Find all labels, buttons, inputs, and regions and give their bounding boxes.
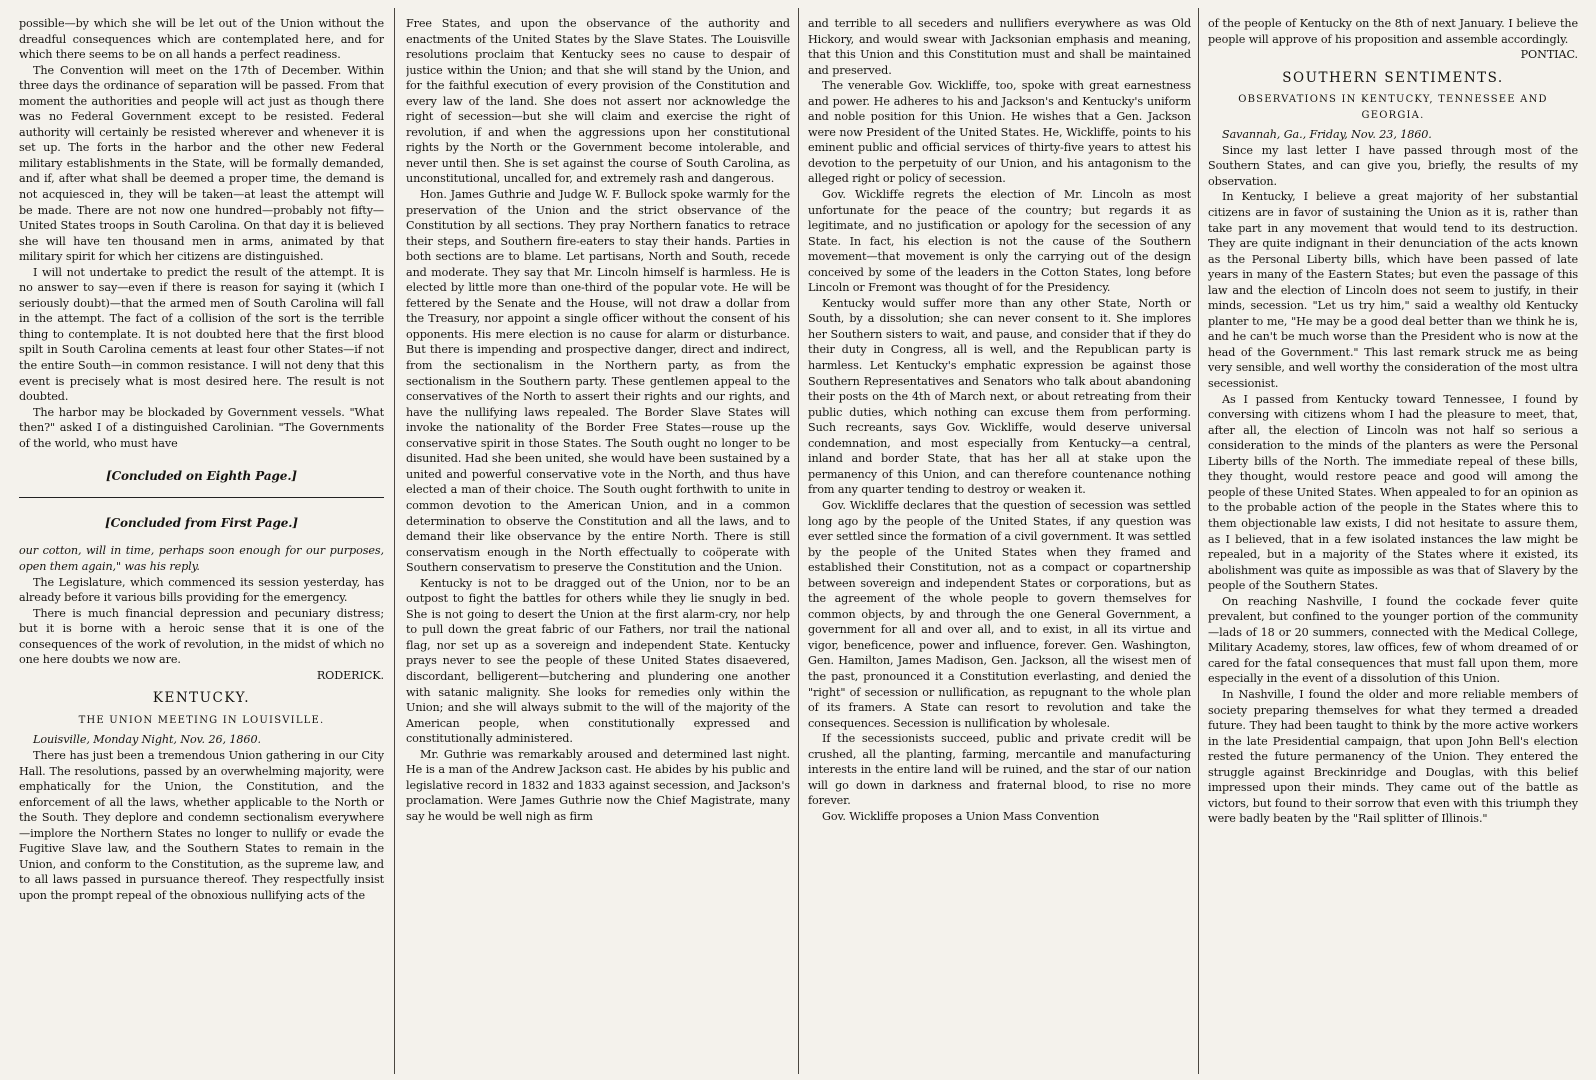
paragraph: Kentucky is not to be dragged out of the Union, nor to be an outpost to fight the battles for others while they lie snugly in bed. She is not going to desert the Union at the first alarm-cry, nor help to pull down the great fabric of our Fathers, nor trail the national flag, nor set up as a sovereign and independent State. Kentucky prays never to see the people of these United States disaevered, discordant, belligerent—butchering and plundering one another with satanic malignity. She looks for remedies only within the Union; and she will always submit to the will of the majority of the American people, when constitutionally expressed and constitutionally administered. <box>406 576 790 746</box>
dateline: Savannah, Ga., Friday, Nov. 23, 1860. <box>1222 128 1432 142</box>
paragraph: Since my last letter I have passed through most of the Southern States, and can give you, briefly, the results of my observation. <box>1208 143 1578 188</box>
paragraph: Hon. James Guthrie and Judge W. F. Bullock spoke warmly for the preservation of the Union and the strict observance of the Constitution by all sections. They pray Northern fanatics to retrace their steps, and Southern fire-eaters to stay their hands. Parties in both sections are to blame. Let partisans, North and South, recede and moderate. They say that Mr. Lincoln himself is harmless. He is elected by little more than one-third of the popular vote. He will be fettered by the Senate and the House, will not draw a dollar from the Treasury, nor appoint a single officer without the consent of his opponents. His mere election is no cause for alarm or disturbance. But there is impending and prospective danger, direct and indirect, from the sectionalism in the Northern party, as from the sectionalism in the Southern party. These gentlemen appeal to the conservatives of the North to assert their rights and our rights, and have the nullifying laws repealed. The Border Slave States will invoke the nationality of the Border Free States—rouse up the conservative spirit in those States. The South ought no longer to be disunited. Had she been united, she would have been sustained by a united and powerful conservative vote in the North, and thus have elected a man of their choice. The South ought forthwith to unite in common devotion to the American Union, and in a common determination to observe the Constitution and all the laws, and to demand their like observance by the entire North. There is still conservatism enough in the North effectually to coöperate with Southern conservatism to preserve the Constitution and the Union. <box>406 188 790 575</box>
column-2 <box>406 16 790 1072</box>
paragraph: The Convention will meet on the 17th of December. Within three days the ordinance of separation will be passed. From that moment the authorities and people will act just as though there was no Federal Government except to be resisted. Federal authority will certainly be resisted wherever and whenever it is set up. The forts in the harbor and the other new Federal military establishments in the State, will be formally demanded, and if, after what shall be deemed a proper time, the demand is not acquiesced in, they will be taken—at least the attempt will be made. There are not now one hundred—probably not fifty—United States troops in South Carolina. On that day it is believed she will have ten thousand men in arms, animated by that military spirit for which her citizens are distinguished. <box>19 63 384 264</box>
paragraph: Kentucky would suffer more than any other State, North or South, by a dissolution; she can never consent to it. She implores her Southern sisters to wait, and pause, and consider that if they do their duty in Congress, all is well, and the Republican party is harmless. Let Kentucky's emphatic expression be against those Southern Representatives and Senators who talk about abandoning their posts on the 4th of March next, or about retreating from their public duties, which nothing can excuse them from performing. Such recreants, says Gov. Wickliffe, would deserve universal condemnation, and most especially from Kentucky—a central, inland and border State, that has her all at stake upon the permanency of this Union, and can therefore countenance nothing from any quarter tending to destroy or weaken it. <box>808 296 1191 497</box>
column-rule <box>1198 8 1199 1074</box>
column-rule <box>798 8 799 1074</box>
paragraph: and terrible to all seceders and nullifiers everywhere as was Old Hickory, and would swear with Jacksonian emphasis and meaning, that this Union and this Constitution must and shall be maintained and preserved. <box>808 17 1191 77</box>
paragraph: The harbor may be blockaded by Government vessels. "What then?" asked I of a distinguished Carolinian. "The Governments of the world, who must have <box>19 405 384 450</box>
paragraph: Gov. Wickliffe regrets the election of Mr. Lincoln as most unfortunate for the peace of the country; but regards it as legitimate, and no justification or apology for the secession of any State. In fact, his election is not the cause of the Southern movement—that movement is only the carrying out of the design conceived by some of the leaders in the Cotton States, long before Lincoln or Fremont was thought of for the Presidency. <box>808 188 1191 295</box>
paragraph: Free States, and upon the observance of the authority and enactments of the United States by the Slave States. The Louisville resolutions proclaim that Kentucky sees no cause to despair of justice within the Union; and that she will stand by the Union, and for the faithful execution of every provision of the Constitution and every law of the land. She does not assert nor acknowledge the right of secession—but she will claim and exercise the right of revolution, if and when the aggressions upon her constitutional rights by the North or the Government become intolerable, and never until then. She is set against the course of South Carolina, as unconstitutional, uncalled for, and extremely rash and dangerous. <box>406 17 790 186</box>
paragraph: Gov. Wickliffe declares that the question of secession was settled long ago by the people of the United States, if any question was ever settled since the formation of a civil government. It was settled by the people of the United States when they framed and established their Constitution, not as a compact or copartnership between sovereign and independent States or corporations, but as the agreement of the whole people to govern themselves for common objects, by and through the one General Government, a government for all and over all, and to exist, in all its virtue and vigor, beneficence, power and influence, forever. Gen. Washington, Gen. Hamilton, James Madison, Gen. Jackson, all the wisest men of the past, pronounced it a Constitution everlasting, and denied the "right" of secession or nullification, as repugnant to the whole plan of its framers. A State can resort to revolution and take the consequences. Secession is nullification by wholesale. <box>808 498 1191 730</box>
paragraph: On reaching Nashville, I found the cockade fever quite prevalent, but confined to the younger portion of the community—lads of 18 or 20 summers, connected with the Medical College, Military Academy, stores, law offices, few of whom dreamed of or cared for the fatal consequences that must fall upon them, more especially in the event of a dissolution of this Union. <box>1208 594 1578 686</box>
column-3 <box>808 16 1191 1072</box>
paragraph: possible—by which she will be let out of the Union without the dreadful consequences which are contemplated here, and for which there seems to be on all hands a perfect readiness. <box>19 17 384 62</box>
column-rule <box>394 8 395 1074</box>
paragraph: In Nashville, I found the older and more reliable members of society preparing themselves for what they termed a dreaded future. They had been taught to think by the more active workers in the late Presidential campaign, that upon John Bell's election rested the future permanency of the Union. They entered the struggle against Breckinridge and Douglas, with this belief impressed upon their minds. They came out of the battle as victors, but found to their sorrow that even with this triumph they were badly beaten by the "Rail splitter of Illinois." <box>1208 687 1578 826</box>
section-heading: SOUTHERN SENTIMENTS. <box>1282 69 1504 86</box>
continuation-note: [Concluded on Eighth Page.] <box>106 469 297 484</box>
section-heading: KENTUCKY. <box>152 690 251 707</box>
column-1 <box>19 16 384 1072</box>
signature: RODERICK. <box>316 668 384 682</box>
paragraph: The Legislature, which commenced its session yesterday, has already before it various bills providing for the emergency. <box>19 575 384 605</box>
article-headline: OBSERVATIONS IN KENTUCKY, TENNESSEE AND GEORGIA. <box>1238 94 1548 121</box>
paragraph: I will not undertake to predict the result of the attempt. It is no answer to say—even if there is reason for saying it (which I seriously doubt)—that the armed men of South Carolina will fall in the attempt. The fact of a collision of the sort is the terrible thing to contemplate. It is not doubted here that the first blood spilt in South Carolina cements at least four other States—if not the entire South—in common resistance. I will not deny that this event is precisely what is most desired here. The result is not doubted. <box>19 265 384 404</box>
section-divider <box>19 497 384 498</box>
paragraph: Mr. Guthrie was remarkably aroused and determined last night. He is a man of the Andrew Jackson cast. He abides by his public and legislative record in 1832 and 1833 against secession, and Jackson's proclamation. Were James Guthrie now the Chief Magistrate, many say he would be well nigh as firm <box>406 747 790 823</box>
article-headline: THE UNION MEETING IN LOUISVILLE. <box>78 714 325 726</box>
paragraph: Gov. Wickliffe proposes a Union Mass Convention <box>822 809 1100 823</box>
signature: PONTIAC. <box>1520 48 1578 62</box>
paragraph: As I passed from Kentucky toward Tennessee, I found by conversing with citizens whom I had the pleasure to meet, that, after all, the election of Lincoln was not half so serious a consideration to the minds of the planters as were the Personal Liberty bills of the North. The immediate repeal of these bills, they thought, would restore peace and good will among the people of these United States. When appealed to for an opinion as to the probable action of the people in the States where this to them objectionable law exists, I did not hesitate to assure them, as I believed, that in a few isolated instances the law might be repealed, but in a majority of the States where it existed, its abolishment was quite as impossible as was that of Slavery by the people of the Southern States. <box>1208 392 1578 593</box>
paragraph: There is much financial depression and pecuniary distress; but it is borne with a heroic sense that it is one of the consequences of the work of revolution, in the midst of which no one here doubts we now are. <box>19 606 384 667</box>
paragraph: If the secessionists succeed, public and private credit will be crushed, all the planting, farming, mercantile and manufacturing interests in the entire land will be ruined, and the star of our nation will go down in darkness and fraternal blood, to rise no more forever. <box>808 732 1191 808</box>
dateline: Louisville, Monday Night, Nov. 26, 1860. <box>33 733 261 747</box>
paragraph: our cotton, will in time, perhaps soon enough for our purposes, open them again," was his reply. <box>19 544 384 573</box>
continuation-note: [Concluded from First Page.] <box>105 515 298 530</box>
paragraph: of the people of Kentucky on the 8th of next January. I believe the people will approve of his proposition and assemble accordingly. <box>1208 17 1578 46</box>
paragraph: The venerable Gov. Wickliffe, too, spoke with great earnestness and power. He adheres to his and Jackson's and Kentucky's uniform and noble position for this Union. He wishes that a Gen. Jackson were now President of the United States. He, Wickliffe, points to his eminent public and official services of thirty-five years to attest his devotion to the perpetuity of our Union, and his antagonism to the alleged right or policy of secession. <box>808 79 1191 186</box>
paragraph: In Kentucky, I believe a great majority of her substantial citizens are in favor of sustaining the Union as it is, rather than take part in any movement that would tend to its destruction. They are quite indignant in their denunciation of the acts known as the Personal Liberty bills, which have been passed of late years in many of the Eastern States; but even the passage of this law and the election of Lincoln does not seem to justify, in their minds, secession. "Let us try him," said a wealthy old Kentucky planter to me, "He may be a good deal better than we think he is, and he can't be much worse than the President who is now at the head of the Government." This last remark struck me as being very sensible, and well worthy the consideration of the most ultra secessionist. <box>1208 190 1578 391</box>
column-4 <box>1208 16 1578 1072</box>
paragraph: There has just been a tremendous Union gathering in our City Hall. The resolutions, passed by an overwhelming majority, were emphatically for the Union, the Constitution, and the enforcement of all the laws, whether applicable to the North or the South. They deplore and condemn sectionalism everywhere—implore the Northern States no longer to nullify or evade the Fugitive Slave law, and the Southern States to remain in the Union, and conform to the Constitution, as the supreme law, and to all laws passed in pursuance thereof. They respectfully insist upon the prompt repeal of the obnoxious nullifying acts of the <box>19 748 384 902</box>
